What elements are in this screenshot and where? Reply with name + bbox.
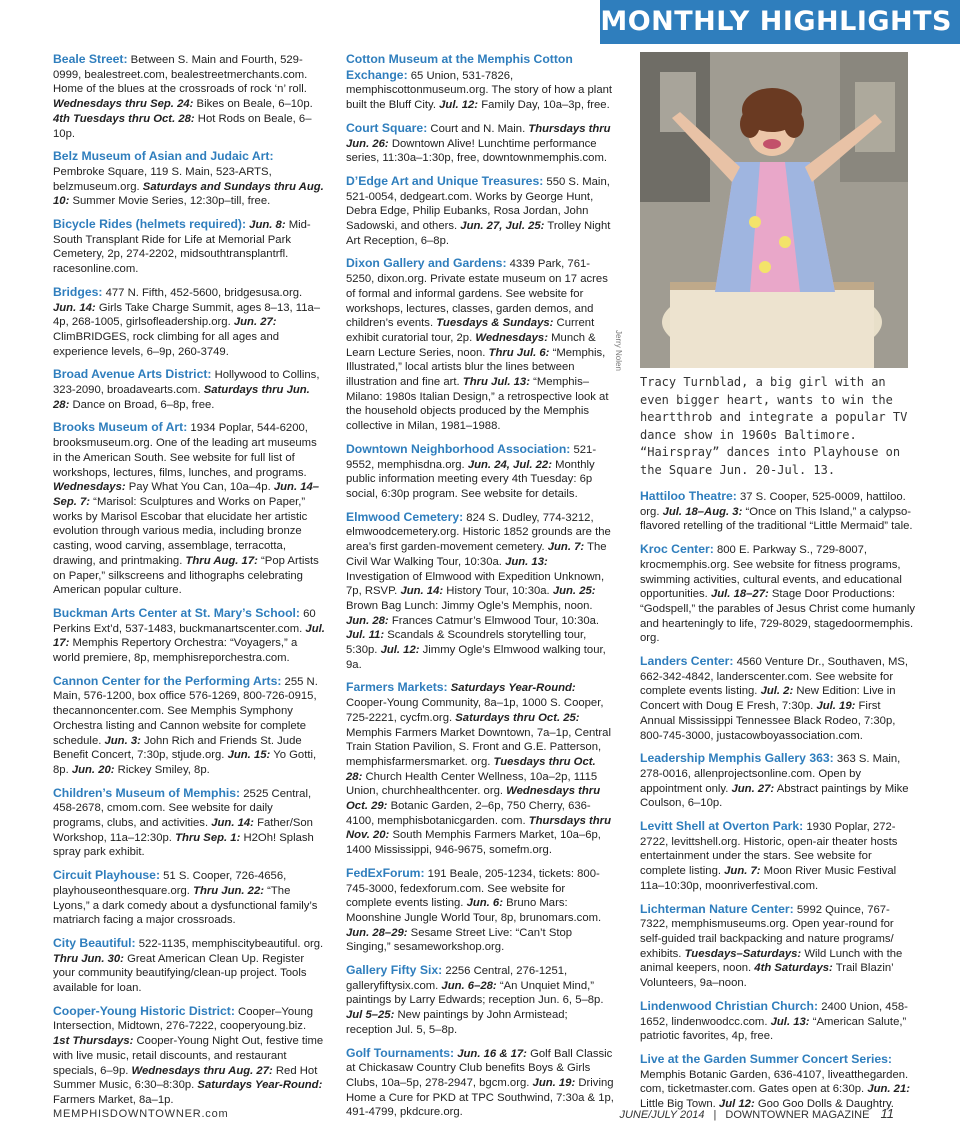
listing-entry bbox=[346, 174, 614, 249]
event-date: Jun. 14: bbox=[400, 585, 444, 598]
listing-text: Goo Goo Dolls & Daughtry. bbox=[754, 1098, 894, 1111]
listing-text: Investigation of Elmwood with Expedition Unknown, 7p, RSVP. bbox=[346, 570, 605, 598]
listing-text: Bikes on Beale, 6–10p. bbox=[193, 98, 313, 111]
event-date: Wednesdays thru Sep. 24: bbox=[53, 98, 194, 111]
event-date: Jul. 12: bbox=[380, 644, 420, 657]
event-date: Jun. 20: bbox=[71, 763, 115, 776]
photo-credit: Jerry Nolen bbox=[614, 330, 623, 371]
listing-text: Bruno Mars: Moonshine Jungle World Tour, 8p, brunomars.com. bbox=[346, 897, 602, 924]
event-date: Jul. 19: bbox=[816, 700, 856, 713]
listing-entry bbox=[640, 819, 918, 894]
listing-text: Abstract paintings by Mike Coulson, 6–10p. bbox=[640, 782, 909, 810]
event-date: Jul. 12: bbox=[439, 99, 479, 112]
listing-column-3 bbox=[640, 52, 918, 1111]
listing-text: “Pop Artists on Paper,” silkscreens and lithographs celebrating American popular culture. bbox=[53, 554, 319, 597]
event-date: 1st Thursdays: bbox=[53, 1035, 134, 1048]
listing-text: Cooper-Young Night Out, festive time with live music, retail discounts, and restaurant specials, 6–9p. bbox=[53, 1035, 324, 1077]
section-header: MONTHLY HIGHLIGHTS bbox=[600, 0, 960, 44]
event-date: Jul 12: bbox=[718, 1098, 755, 1111]
listing-text: 5992 Quince, 767-7322, memphismuseums.org. Open year-round for self-guided trail backpacking and nature programs/ exhibits. bbox=[640, 903, 894, 960]
venue-name: Lichterman Nature Center: bbox=[640, 901, 794, 916]
listing-text: Cooper–Young Intersection, Midtown, 276-7222, cooperyoung.biz. bbox=[53, 1005, 314, 1033]
venue-name: Downtown Neighborhood Association: bbox=[346, 441, 571, 456]
listing-text: Memphis Botanic Garden, 636-4107, liveatthegarden. com, ticketmaster.com. Gates open at 6:30p. bbox=[640, 1068, 909, 1096]
event-date: Jun. 21: bbox=[867, 1083, 911, 1096]
listing-text: Trolley Night Art Reception, 6–8p. bbox=[346, 220, 611, 247]
listing-text: “Once on This Island,” a calypso-flavored retelling of the traditional “Little Mermaid” tale. bbox=[640, 505, 913, 533]
listing-text: Stage Door Productions: “Godspell,” the parables of Jesus Christ come humanly and hearteningly to life, 729-8029, stagedoormemphis. org. bbox=[640, 588, 916, 645]
event-date: Wednesdays thru Oct. 29: bbox=[346, 785, 601, 813]
listing-text: Hollywood to Collins, 323-2090, broadavearts.com. bbox=[53, 369, 320, 397]
column-3-listings bbox=[640, 489, 918, 1112]
listing-entry bbox=[53, 52, 325, 141]
event-date: Jun. 25: bbox=[552, 585, 596, 598]
listing-text: Little Big Town. bbox=[640, 1098, 719, 1111]
listing-text: Jimmy Ogle’s Elmwood walking tour, 9a. bbox=[346, 644, 606, 671]
listing-text: Mid-South Transplant Ride for Life at Memorial Park Cemetery, 2p, 274-2202, midsouthtransplantrfl. racesonline.com. bbox=[53, 219, 311, 276]
event-date: Jun. 8: bbox=[249, 219, 286, 232]
venue-name: Lindenwood Christian Church: bbox=[640, 998, 819, 1013]
listing-entry bbox=[346, 442, 614, 502]
venue-name: Brooks Museum of Art: bbox=[53, 420, 188, 435]
event-date: Jul 5–25: bbox=[346, 1009, 395, 1022]
venue-name: Gallery Fifty Six: bbox=[346, 963, 443, 978]
venue-name: Live at the Garden Summer Concert Series: bbox=[640, 1051, 892, 1066]
venue-name: Belz Museum of Asian and Judaic Art: bbox=[53, 149, 274, 164]
listing-text: New paintings by John Armistead; reception Jul. 5, 5–8p. bbox=[346, 1009, 568, 1036]
listing-text: Sesame Street Live: “Can’t Stop Singing,” sesameworkshop.org. bbox=[346, 926, 573, 954]
listing-entry bbox=[53, 936, 325, 996]
listing-text: 2400 Union, 458-1652, lindenwoodcc.com. bbox=[640, 1000, 908, 1028]
venue-name: Broad Avenue Arts District: bbox=[53, 367, 212, 382]
event-date: Jun. 16 & 17: bbox=[457, 1047, 527, 1060]
listing-text: Between S. Main and Fourth, 529-0999, bealestreet.com, bealestreetmerchants.com. Home of the blues at the crossroads of rock ‘n’ roll. bbox=[53, 54, 308, 96]
listing-text: Memphis Farmers Market Downtown, 7a–1p, Central Train Station Pavilion, S. Front and G.E. Patterson, memphisfarmersmarket. org. bbox=[346, 726, 611, 768]
event-date: Jul. 18–27: bbox=[710, 588, 769, 601]
listing-text: The Civil War Walking Tour, 10:30a. bbox=[346, 541, 607, 568]
venue-name: FedExForum: bbox=[346, 865, 425, 880]
event-date: Wednesdays: bbox=[53, 481, 126, 494]
listing-entry bbox=[346, 510, 614, 673]
venue-name: Beale Street: bbox=[53, 52, 128, 66]
event-date: Saturdays Year-Round: bbox=[197, 1079, 323, 1092]
listing-text: Trail Blazin’ Volunteers, 9a–noon. bbox=[640, 962, 894, 990]
listing-text: Munch & Learn Lecture Series, noon. bbox=[346, 331, 596, 359]
listing-text: Father/Son Workshop, 11a–12:30p. bbox=[53, 817, 313, 844]
event-date: Thru Jun. 22: bbox=[193, 884, 264, 897]
listing-entry bbox=[346, 256, 614, 433]
listing-entry bbox=[53, 674, 325, 778]
listing-text: Scandals & Scoundrels storytelling tour, 5:30p. bbox=[346, 629, 587, 657]
event-date: Jun. 13: bbox=[505, 555, 548, 568]
listing-text: 191 Beale, 205-1234, tickets: 800-745-3000, fedexforum.com. See website for complete events listing. bbox=[346, 867, 600, 910]
event-date: Jun. 28–29: bbox=[346, 926, 408, 939]
photo-caption: Tracy Turnblad, a big girl with an even bigger heart, wants to win the heartthrob and integrate a popular TV dance show in 1960s Baltimore. “Hairspray” dances into Playhouse on the Square Jun. 20-Jul. 13. bbox=[640, 375, 908, 477]
listing-entry bbox=[640, 1052, 918, 1112]
listing-column-2 bbox=[346, 52, 614, 1119]
listing-text: “Marisol: Sculptures and Works on Paper,” works by Marisol Escobar that elucidate her artistic evolution through various media, including bronze casting, wood carving, assemblage, terracotta, drawing, and printmaking. bbox=[53, 495, 308, 567]
venue-name: D’Edge Art and Unique Treasures: bbox=[346, 173, 544, 188]
listing-text: Farmers Market, 8a–1p. bbox=[53, 1094, 174, 1106]
venue-name: Levitt Shell at Overton Park: bbox=[640, 819, 804, 834]
listing-text: John Rich and Friends St. Jude Benefit Concert, 7:30p, stjude.org. bbox=[53, 734, 302, 762]
listing-text: Girls Take Charge Summit, ages 8–13, 11a–4p, 268-1005, girlsofleadership.org. bbox=[53, 301, 321, 329]
listing-text: Driving Home a Cure for PKD at TPC Southwind, 7:30a & 1p, 491-4799, pkdcure.org. bbox=[346, 1077, 614, 1119]
footer-separator: | bbox=[713, 1109, 717, 1121]
listing-entry bbox=[53, 285, 325, 360]
listing-entry bbox=[346, 1046, 614, 1121]
listing-text: Church Health Center Wellness, 10a–2p, 1115 Union, churchhealthcenter. org. bbox=[346, 770, 598, 798]
listing-text: First Annual Mississippi Tennessee Black Rodeo, 7:30p, 800-745-3000, justacowboyassociation.com. bbox=[640, 700, 896, 742]
listing-text: 60 Perkins Ext’d, 537-1483, buckmanartscenter.com. bbox=[53, 607, 316, 635]
venue-name: Court Square: bbox=[346, 120, 428, 135]
listing-entry bbox=[346, 680, 614, 857]
listing-text: 1930 Poplar, 272-2722, levittshell.org. Historic, open-air theater hosts entertainment under the stars. See website for complete listing. bbox=[640, 821, 898, 878]
venue-name: Kroc Center: bbox=[640, 542, 714, 557]
listing-text: Downtown Alive! Lunchtime performance series, 11:30a–1:30p, free, downtownmemphis.com. bbox=[346, 137, 608, 165]
listing-text: 824 S. Dudley, 774-3212, elmwoodcemetery.org. Historic 1852 grounds are the area’s first garden-movement cemetery. bbox=[346, 511, 611, 554]
listing-text: 37 S. Cooper, 525-0009, hattiloo. org. bbox=[640, 491, 906, 518]
venue-name: Elmwood Cemetery: bbox=[346, 509, 464, 524]
listing-text: Moon River Music Festival 11a–10:30p, moonriverfestival.com. bbox=[640, 865, 897, 892]
listing-entry bbox=[53, 786, 325, 861]
listing-text: H2Oh! Splash spray park exhibit. bbox=[53, 831, 314, 859]
hairspray-photo bbox=[640, 52, 908, 368]
venue-name: Bridges: bbox=[53, 284, 103, 299]
listing-text: Frances Catmur’s Elmwood Tour, 10:30a. bbox=[388, 614, 600, 627]
event-date: Tuesdays–Saturdays: bbox=[684, 947, 802, 960]
listing-text: 800 E. Parkway S., 729-8007, krocmemphis.org. See website for fitness programs, swimming activities, cultural events, and educational opportunities. bbox=[640, 544, 902, 601]
listing-text: Great American Clean Up. Register your community beautifying/clean-up project. Tools available for loan. bbox=[53, 952, 307, 995]
listing-text: Monthly public information meeting every 4th Tuesday: 6p social, 6:30p program. See website for details. bbox=[346, 458, 595, 500]
listing-entry bbox=[640, 542, 918, 646]
listing-entry bbox=[53, 606, 325, 666]
listing-text: Rickey Smiley, 8p. bbox=[114, 763, 210, 776]
listing-column-1 bbox=[53, 52, 325, 1106]
listing-entry bbox=[53, 868, 325, 928]
listing-text: Summer Movie Series, 12:30p–till, free. bbox=[69, 195, 271, 208]
event-date: Thru Jul. 6: bbox=[488, 346, 550, 359]
listing-entry bbox=[53, 149, 325, 209]
footer-issue bbox=[619, 1106, 894, 1121]
event-date: Saturdays thru Jun. 28: bbox=[53, 384, 310, 411]
listing-text: 2256 Central, 276-1251, galleryfiftysix.com. bbox=[346, 965, 568, 992]
listing-entry bbox=[640, 654, 918, 743]
venue-name: Cooper-Young Historic District: bbox=[53, 1003, 235, 1018]
event-date: Jun. 6: bbox=[466, 897, 503, 910]
venue-name: Cotton Museum at the Memphis Cotton Exchange: bbox=[346, 52, 573, 82]
listing-text: Yo Gotti, 8p. bbox=[53, 749, 317, 776]
listing-text: New Edition: Live in Concert with Doug E Fresh, 7:30p. bbox=[640, 685, 896, 713]
listing-text: 1934 Poplar, 544-6200, brooksmuseum.org. One of the leading art museums in the American South. See website for full list of workshops, lectures, films, lunches, and programs. bbox=[53, 422, 317, 479]
event-date: Jun. 6–28: bbox=[441, 979, 497, 992]
venue-name: Leadership Memphis Gallery 363: bbox=[640, 751, 834, 766]
listing-entry bbox=[346, 52, 614, 113]
listing-text: 477 N. Fifth, 452-5600, bridgesusa.org. bbox=[102, 286, 303, 299]
event-date: Jun. 19: bbox=[532, 1077, 576, 1089]
venue-name: Bicycle Rides (helmets required): bbox=[53, 217, 247, 232]
listing-entry bbox=[346, 121, 614, 166]
listing-text: Pay What You Can, 10a–4p. bbox=[125, 481, 274, 494]
page-number: 11 bbox=[880, 1106, 894, 1121]
listing-text: Botanic Garden, 2–6p, 750 Cherry, 636-4100, memphisbotanicgarden. com. bbox=[346, 800, 591, 827]
listing-entry bbox=[53, 217, 325, 277]
event-date: Jul. 2: bbox=[760, 685, 794, 698]
listing-text: 521-9552, memphisdna.org. bbox=[346, 443, 597, 471]
listing-text: Family Day, 10a–3p, free. bbox=[478, 99, 610, 112]
listing-text: Cooper-Young Community, 8a–1p, 1000 S. Cooper, 725-2221, cycfm.org. bbox=[346, 697, 604, 724]
listing-text: 2525 Central, 458-2678, cmom.com. See website for daily programs, clubs, and activities. bbox=[53, 787, 312, 830]
event-date: Jun. 24, Jul. 22: bbox=[467, 458, 552, 471]
venue-name: Hattiloo Theatre: bbox=[640, 489, 737, 503]
event-date: Thursdays thru Nov. 20: bbox=[346, 814, 611, 842]
listing-text: 65 Union, 531-7826, memphiscottonmuseum.org. The story of how a plant built the Bluff City. bbox=[346, 69, 613, 112]
performer-illustration bbox=[640, 52, 908, 368]
event-date: Wednesdays thru Aug. 27: bbox=[131, 1064, 273, 1077]
listing-text: “The Lyons,” a dark comedy about a dysfunctional family’s matriarch facing a major crossroads. bbox=[53, 884, 318, 927]
listing-text: ClimBRIDGES, rock climbing for all ages and experience levels, 6–9p, 260-3749. bbox=[53, 330, 280, 358]
listing-text: “American Salute,” patriotic favorites, 4p, free. bbox=[640, 1015, 907, 1043]
listing-entry bbox=[640, 999, 918, 1044]
venue-name: Circuit Playhouse: bbox=[53, 868, 161, 883]
listing-text: Memphis Repertory Orchestra: “Voyagers,” a world premiere, 8p, memphisreporchestra.com. bbox=[53, 637, 298, 665]
listing-entry bbox=[53, 1004, 325, 1108]
event-date: Saturdays Year-Round: bbox=[450, 682, 576, 695]
listing-entry bbox=[640, 489, 918, 534]
venue-name: Cannon Center for the Performing Arts: bbox=[53, 673, 282, 688]
listing-text: 4560 Venture Dr., Southaven, MS, 662-342-4842, landerscenter.com. See website for complete events listing. bbox=[640, 656, 909, 698]
listing-text: Red Hot Summer Music, 6:30–8:30p. bbox=[53, 1064, 318, 1092]
event-date: Tuesdays thru Oct. 28: bbox=[346, 755, 596, 783]
event-date: Jun. 7: bbox=[724, 865, 761, 878]
venue-name: Farmers Markets: bbox=[346, 680, 448, 695]
listing-text: Court and N. Main. bbox=[427, 122, 529, 135]
event-date: 4th Saturdays: bbox=[754, 962, 833, 975]
event-date: Jun. 27, Jul. 25: bbox=[460, 220, 545, 233]
listing-entry bbox=[53, 420, 325, 597]
listing-text: 51 S. Cooper, 726-4656, playhouseonthesquare.org. bbox=[53, 870, 287, 897]
event-date: Saturdays thru Oct. 25: bbox=[455, 711, 580, 724]
footer-website: MEMPHISDOWNTOWNER.com bbox=[53, 1108, 229, 1120]
listing-text: Brown Bag Lunch: Jimmy Ogle’s Memphis, noon. bbox=[346, 599, 593, 612]
event-date: Thru Jul. 13: bbox=[462, 376, 530, 389]
venue-name: Landers Center: bbox=[640, 654, 734, 669]
listing-text: “Memphis, Illustrated,” local artists blur the lines between illustration and fine art. bbox=[346, 346, 606, 389]
venue-name: Golf Tournaments: bbox=[346, 1045, 455, 1060]
listing-text: 522-1135, memphiscitybeautiful. org. bbox=[135, 937, 324, 950]
listing-text: Wild Lunch with the animal keepers, noon. bbox=[640, 947, 903, 975]
footer-magazine-name: DOWNTOWNER MAGAZINE bbox=[725, 1109, 870, 1121]
listing-text: 255 N. Main, 576-1200, box office 576-1269, 800-726-0915, thecannoncenter.com. See Memphis Symphony Orchestra listing and Cannon website for complete schedule. bbox=[53, 675, 318, 747]
event-date: Thru Jun. 30: bbox=[53, 952, 124, 965]
event-date: Thru Sep. 1: bbox=[175, 831, 241, 844]
event-date: Jun. 14–Sep. 7: bbox=[53, 481, 320, 508]
event-date: Jun. 15: bbox=[227, 749, 271, 762]
venue-name: Children’s Museum of Memphis: bbox=[53, 785, 241, 800]
event-date: Jun. 28: bbox=[346, 614, 389, 627]
event-date: Jun. 27: bbox=[731, 782, 775, 795]
listing-entry bbox=[640, 751, 918, 811]
event-date: Jul. 11: bbox=[346, 629, 385, 642]
listing-entry bbox=[346, 866, 614, 955]
event-date: Jun. 14: bbox=[211, 817, 254, 830]
footer-issue-date: JUNE/JULY 2014 bbox=[619, 1109, 705, 1121]
event-date: Saturdays and Sundays thru Aug. 10: bbox=[53, 180, 324, 208]
event-date: Jun. 27: bbox=[233, 316, 277, 329]
event-date: Jul. 17: bbox=[53, 622, 325, 650]
listing-text: Dance on Broad, 6–8p, free. bbox=[69, 398, 215, 411]
listing-text: 363 S. Main, 278-0016, allenprojectsonline.com. Open by appointment only. bbox=[640, 753, 901, 795]
event-date: Thursdays thru Jun. 26: bbox=[346, 122, 611, 150]
event-date: Jul. 18–Aug. 3: bbox=[662, 505, 743, 518]
listing-text: Hot Rods on Beale, 6–10p. bbox=[53, 112, 312, 140]
venue-name: City Beautiful: bbox=[53, 935, 136, 950]
event-date: Thru Aug. 17: bbox=[185, 554, 258, 567]
listing-text: 550 S. Main, 521-0054, dedgeart.com. Works by George Hunt, Debra Edge, Philip Eubanks, Rosa Jordan, John Sadowski, and others. bbox=[346, 175, 610, 233]
listing-text: South Memphis Farmers Market, 10a–6p, 1400 Mississippi, 946-9675, somefm.org. bbox=[346, 829, 601, 857]
listing-text: “Memphis–Milano: 1980s Italian Design,” a retrospective look at the household objects produced by the Memphis collective in Milan, 1981–1988. bbox=[346, 376, 609, 433]
event-date: Wednesdays: bbox=[475, 331, 548, 344]
listing-text: History Tour, 10:30a. bbox=[443, 585, 553, 598]
venue-name: Dixon Gallery and Gardens: bbox=[346, 256, 507, 271]
event-date: 4th Tuesdays thru Oct. 28: bbox=[53, 112, 195, 125]
event-date: Tuesdays & Sundays: bbox=[436, 317, 554, 330]
listing-entry bbox=[53, 367, 325, 412]
listing-text: Pembroke Square, 119 S. Main, 523-ARTS, belzmuseum.org. bbox=[53, 165, 272, 193]
event-date: Jul. 13: bbox=[770, 1015, 810, 1028]
event-date: Jun. 7: bbox=[547, 541, 585, 554]
event-date: Jun. 14: bbox=[53, 301, 96, 314]
listing-text: Golf Ball Classic at Chickasaw Country Club benefits Boys & Girls Clubs, 10a–5p, 278-2947, bgcm.org. bbox=[346, 1047, 613, 1089]
listing-text: “An Unquiet Mind,” paintings by Larry Edwards; reception Jun. 6, 5–8p. bbox=[346, 979, 604, 1007]
venue-name: Buckman Arts Center at St. Mary’s School: bbox=[53, 605, 300, 620]
listing-text: 4339 Park, 761-5250, dixon.org. Private estate museum on 17 acres of formal and informal gardens. See website for workshops, lectures, classes, garden demos, and children’s events. bbox=[346, 258, 608, 330]
listing-text: Current exhibit curatorial tour, 2p. bbox=[346, 317, 595, 344]
listing-entry bbox=[640, 902, 918, 991]
event-date: Jun. 3: bbox=[104, 734, 141, 747]
listing-entry bbox=[346, 963, 614, 1038]
